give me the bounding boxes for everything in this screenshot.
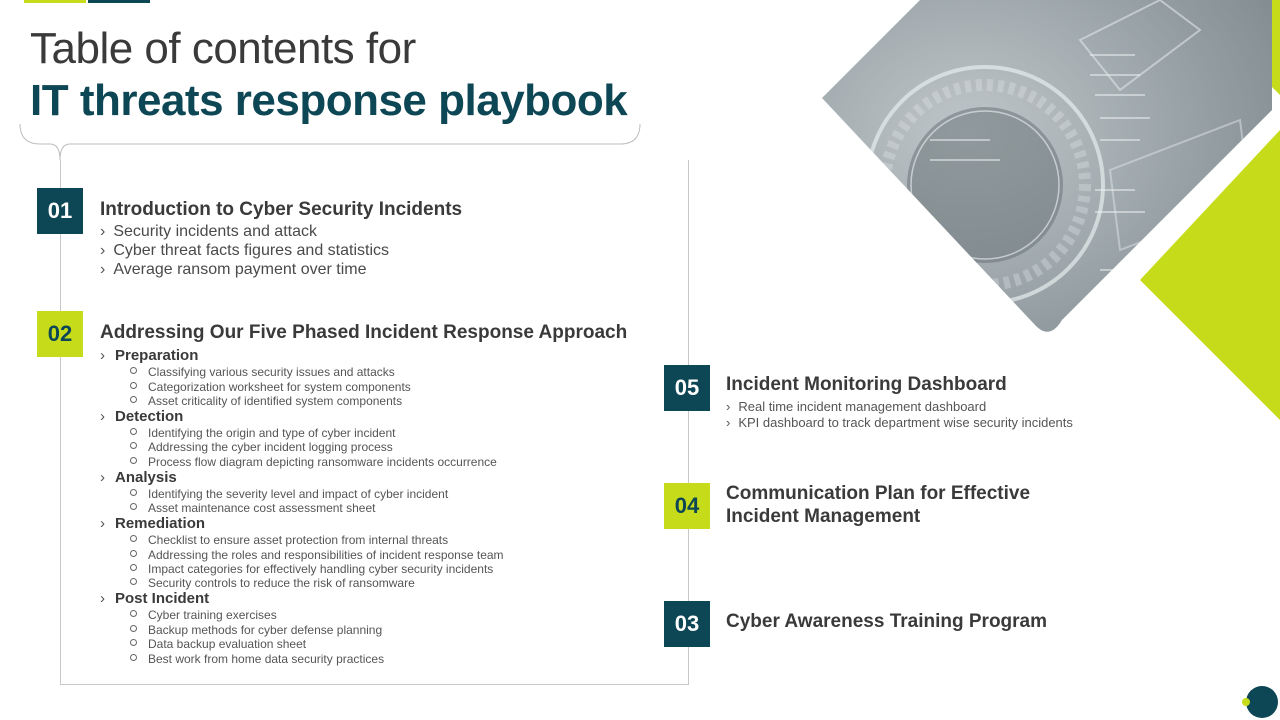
chevron-right-icon: › bbox=[726, 399, 731, 414]
section-01-number: 01 bbox=[37, 188, 83, 234]
section-01-item: › Average ransom payment over time bbox=[100, 261, 367, 278]
phase-item: Backup methods for cyber defense planning bbox=[130, 623, 382, 637]
section-03-number: 03 bbox=[664, 601, 710, 647]
chevron-right-icon: › bbox=[100, 469, 105, 486]
phase-item: Asset maintenance cost assessment sheet bbox=[130, 501, 375, 515]
title-bracket bbox=[0, 120, 660, 164]
hollow-circle-icon bbox=[130, 578, 137, 585]
hollow-circle-icon bbox=[130, 382, 137, 389]
chevron-right-icon: › bbox=[100, 347, 105, 364]
section-05-number: 05 bbox=[664, 365, 710, 411]
page-title-line2: IT threats response playbook bbox=[30, 76, 628, 125]
hollow-circle-icon bbox=[130, 535, 137, 542]
phase-heading: › Detection bbox=[100, 408, 184, 425]
section-01-title: Introduction to Cyber Security Incidents bbox=[100, 199, 463, 220]
corner-badge bbox=[1246, 686, 1278, 718]
corner-badge-dot bbox=[1242, 698, 1250, 706]
phase-item: Categorization worksheet for system components bbox=[130, 380, 411, 394]
phase-item: Identifying the severity level and impact of cyber incident bbox=[130, 487, 448, 501]
hollow-circle-icon bbox=[130, 367, 137, 374]
chevron-right-icon: › bbox=[100, 408, 105, 425]
section-05-item: › Real time incident management dashboard bbox=[726, 399, 987, 414]
phase-item: Addressing the roles and responsibilities of incident response team bbox=[130, 548, 504, 562]
chevron-right-icon: › bbox=[100, 223, 106, 240]
chevron-right-icon: › bbox=[100, 261, 106, 278]
phase-item: Security controls to reduce the risk of ransomware bbox=[130, 576, 415, 590]
hollow-circle-icon bbox=[130, 396, 137, 403]
section-05-title: Incident Monitoring Dashboard bbox=[726, 374, 1007, 395]
section-03-title: Cyber Awareness Training Program bbox=[726, 611, 1048, 632]
page-title-line1: Table of contents for bbox=[30, 24, 416, 73]
hollow-circle-icon bbox=[130, 639, 137, 646]
phase-item: Cyber training exercises bbox=[130, 608, 277, 622]
chevron-right-icon: › bbox=[726, 415, 731, 430]
section-04-number: 04 bbox=[664, 483, 710, 529]
section-02-number: 02 bbox=[37, 311, 83, 357]
hollow-circle-icon bbox=[130, 489, 137, 496]
phase-heading: › Preparation bbox=[100, 347, 199, 364]
phase-item: Best work from home data security practices bbox=[130, 652, 384, 666]
hollow-circle-icon bbox=[130, 625, 137, 632]
phase-item: Checklist to ensure asset protection from internal threats bbox=[130, 533, 448, 547]
hollow-circle-icon bbox=[130, 550, 137, 557]
phase-heading: › Analysis bbox=[100, 469, 177, 486]
section-01-item: › Cyber threat facts figures and statistics bbox=[100, 242, 389, 259]
section-05-item: › KPI dashboard to track department wise security incidents bbox=[726, 415, 1073, 430]
phase-item: Identifying the origin and type of cyber incident bbox=[130, 426, 396, 440]
phase-item: Asset criticality of identified system components bbox=[130, 394, 402, 408]
chevron-right-icon: › bbox=[100, 242, 106, 259]
section-02-title: Addressing Our Five Phased Incident Response Approach bbox=[100, 322, 628, 343]
section-01-item: › Security incidents and attack bbox=[100, 223, 317, 240]
phase-item: Impact categories for effectively handling cyber security incidents bbox=[130, 562, 493, 576]
section-04-title: Communication Plan for Effective Incident Management bbox=[726, 483, 1031, 527]
hollow-circle-icon bbox=[130, 610, 137, 617]
chevron-right-icon: › bbox=[100, 590, 105, 607]
hollow-circle-icon bbox=[130, 442, 137, 449]
hollow-circle-icon bbox=[130, 503, 137, 510]
hollow-circle-icon bbox=[130, 428, 137, 435]
hollow-circle-icon bbox=[130, 654, 137, 661]
chevron-right-icon: › bbox=[100, 515, 105, 532]
hollow-circle-icon bbox=[130, 457, 137, 464]
phase-heading: › Remediation bbox=[100, 515, 206, 532]
phase-item: Process flow diagram depicting ransomware incidents occurrence bbox=[130, 455, 497, 469]
phase-item: Addressing the cyber incident logging process bbox=[130, 440, 393, 454]
phase-heading: › Post Incident bbox=[100, 590, 210, 607]
phase-item: Classifying various security issues and attacks bbox=[130, 365, 395, 379]
hollow-circle-icon bbox=[130, 564, 137, 571]
phase-item: Data backup evaluation sheet bbox=[130, 637, 306, 651]
